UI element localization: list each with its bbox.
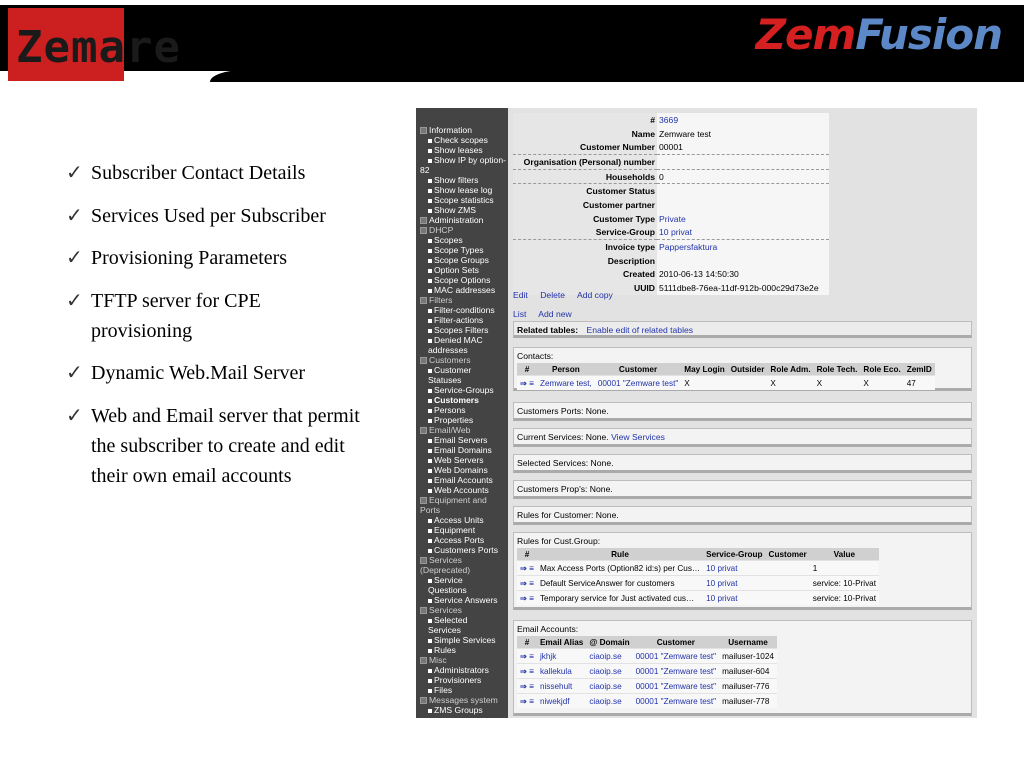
nav-services-deprecated[interactable]: Services xyxy=(420,555,508,565)
record-field-row xyxy=(513,226,829,240)
nav-zms-groups[interactable]: ZMS Groups xyxy=(420,705,508,715)
expand-icon xyxy=(420,607,427,614)
record-field-value[interactable]: 3669 xyxy=(657,113,829,127)
feature-text: Provisioning Parameters xyxy=(91,247,288,269)
nav-service-questions-cont[interactable]: Questions xyxy=(428,585,467,595)
nav-scope-types[interactable]: Scope Types xyxy=(420,245,508,255)
table-row[interactable] xyxy=(517,694,777,709)
add-new-link[interactable]: Add new xyxy=(538,309,572,319)
record-field-label: Name xyxy=(513,127,657,141)
nav-files[interactable]: Files xyxy=(420,685,508,695)
record-field-label: Customer Type xyxy=(513,212,657,226)
feature-text: TFTP server for CPE xyxy=(91,289,261,312)
record-field-label: Organisation (Personal) number xyxy=(513,155,657,170)
nav-scope-groups[interactable]: Scope Groups xyxy=(420,255,508,265)
email-alias[interactable]: nissehult xyxy=(537,679,586,694)
nav-service-groups[interactable]: Service-Groups xyxy=(420,385,508,395)
nav-web-domains[interactable]: Web Domains xyxy=(420,465,508,475)
customers-ports-text: Customers Ports: None. xyxy=(517,406,609,416)
rules-customer-text: Rules for Customer: None. xyxy=(517,510,619,520)
email-domain[interactable]: ciaoip.se xyxy=(586,664,632,679)
column-header[interactable]: Person xyxy=(537,363,595,376)
bullet-icon xyxy=(428,649,432,653)
rule-value: service: 10-Privat xyxy=(810,591,879,606)
rule-value: service: 10-Privat xyxy=(810,576,879,591)
customer-record-table xyxy=(513,113,829,295)
email-alias[interactable]: kallekula xyxy=(537,664,586,679)
list-actions xyxy=(513,309,582,319)
nav-show-filters[interactable]: Show filters xyxy=(420,175,508,185)
record-field-value: 00001 xyxy=(657,140,829,154)
column-header[interactable]: Service-Group xyxy=(703,548,765,561)
record-field-row xyxy=(513,140,829,154)
column-header[interactable]: Role Adm. xyxy=(767,363,813,376)
record-field-value[interactable]: Pappersfaktura xyxy=(657,240,829,254)
customers-ports-panel xyxy=(513,402,972,421)
feature-text: their own email accounts xyxy=(91,464,292,487)
zemfusion-logo xyxy=(756,10,1002,59)
bullet-icon xyxy=(428,549,432,553)
nav-misc[interactable]: Misc xyxy=(420,655,508,665)
column-header[interactable]: Role Tech. xyxy=(814,363,861,376)
row-actions xyxy=(517,679,537,694)
list-icon[interactable]: ≡ xyxy=(529,682,534,691)
arrow-right-icon[interactable]: ⇒ xyxy=(520,564,527,573)
column-header[interactable]: Username xyxy=(719,636,777,649)
bullet-icon xyxy=(428,399,432,403)
nav-show-ip-cont[interactable]: 82 xyxy=(420,165,430,175)
email-domain[interactable]: ciaoip.se xyxy=(586,679,632,694)
contact-may-login: X xyxy=(681,376,727,391)
nav-selected-services-cont[interactable]: Services xyxy=(428,625,461,635)
contact-role-eco: X xyxy=(860,376,903,391)
record-field-label: Customer Number xyxy=(513,140,657,154)
nav-customers-item[interactable]: Customers xyxy=(420,395,508,405)
zemare-logo: Zemare xyxy=(16,22,181,73)
contacts-title: Contacts: xyxy=(517,351,554,361)
nav-service-questions[interactable]: Service xyxy=(420,575,508,585)
bullet-icon xyxy=(428,539,432,543)
nav-provisioners[interactable]: Provisioners xyxy=(420,675,508,685)
expand-icon xyxy=(420,557,427,564)
nav-equipment-ports-cont[interactable]: Ports xyxy=(420,505,441,515)
row-actions xyxy=(517,664,537,679)
checkmark-icon: ✓ xyxy=(66,204,83,227)
bullet-icon xyxy=(428,179,432,183)
column-header[interactable]: Rule xyxy=(537,548,703,561)
bullet-icon xyxy=(428,319,432,323)
zemfusion-logo-zem: Zem xyxy=(755,10,856,59)
nav-denied-mac-cont[interactable]: addresses xyxy=(428,345,468,355)
nav-rules[interactable]: Rules xyxy=(420,645,508,655)
bullet-icon xyxy=(428,329,432,333)
column-header[interactable]: Customer xyxy=(595,363,681,376)
email-customer[interactable]: 00001 "Zemware test" xyxy=(633,694,719,709)
list-icon[interactable]: ≡ xyxy=(529,564,534,573)
bullet-icon xyxy=(428,279,432,283)
record-field-value[interactable]: Private xyxy=(657,212,829,226)
nav-customer-statuses-cont[interactable]: Statuses xyxy=(428,375,462,385)
email-domain[interactable]: ciaoip.se xyxy=(586,649,632,664)
nav-show-leases[interactable]: Show leases xyxy=(420,145,508,155)
row-actions xyxy=(517,376,537,391)
arrow-right-icon[interactable]: ⇒ xyxy=(520,379,527,388)
checkmark-icon: ✓ xyxy=(66,362,83,384)
table-row[interactable] xyxy=(517,376,935,391)
nav-equipment-ports[interactable]: Equipment and xyxy=(420,495,508,505)
selected-services-text: Selected Services: None. xyxy=(517,458,614,468)
expand-icon xyxy=(420,297,427,304)
record-field-row xyxy=(513,155,829,170)
list-icon[interactable]: ≡ xyxy=(529,697,534,706)
nav-access-ports[interactable]: Access Ports xyxy=(420,535,508,545)
table-row[interactable] xyxy=(517,649,777,664)
nav-persons[interactable]: Persons xyxy=(420,405,508,415)
feature-item xyxy=(60,401,405,491)
checkmark-icon: ✓ xyxy=(66,162,83,184)
column-header[interactable]: Value xyxy=(810,548,879,561)
bullet-icon xyxy=(428,419,432,423)
row-actions xyxy=(517,561,537,576)
expand-icon xyxy=(420,657,427,664)
feature-text: Dynamic Web.Mail Server xyxy=(91,362,306,384)
record-field-row xyxy=(513,127,829,141)
rule-customer xyxy=(766,576,810,591)
nav-email-accounts[interactable]: Email Accounts xyxy=(420,475,508,485)
nav-email-web[interactable]: Email/Web xyxy=(420,425,508,435)
expand-icon xyxy=(420,357,427,364)
record-field-value xyxy=(657,254,829,268)
expand-icon xyxy=(420,427,427,434)
nav-messages-system[interactable]: Messages system xyxy=(420,695,508,705)
customers-props-panel xyxy=(513,480,972,499)
contact-role-adm: X xyxy=(767,376,813,391)
nav-equipment[interactable]: Equipment xyxy=(420,525,508,535)
column-header[interactable]: # xyxy=(517,363,537,376)
column-header[interactable]: # xyxy=(517,548,537,561)
email-alias[interactable]: jkhjk xyxy=(537,649,586,664)
arrow-right-icon[interactable]: ⇒ xyxy=(520,682,527,691)
list-icon[interactable]: ≡ xyxy=(529,594,534,603)
bullet-icon xyxy=(428,409,432,413)
nav-customer-statuses[interactable]: Customer xyxy=(420,365,508,375)
feature-item xyxy=(60,243,405,273)
feature-text: provisioning xyxy=(91,319,193,342)
feature-text: Web and Email server that permit xyxy=(91,404,360,427)
view-services-link[interactable]: View Services xyxy=(611,432,665,442)
list-icon[interactable]: ≡ xyxy=(529,579,534,588)
nav-email-domains[interactable]: Email Domains xyxy=(420,445,508,455)
feature-text: Subscriber Contact Details xyxy=(91,162,306,184)
nav-administrators[interactable]: Administrators xyxy=(420,665,508,675)
record-field-row xyxy=(513,184,829,198)
bullet-icon xyxy=(428,259,432,263)
rule-service-group[interactable]: 10 privat xyxy=(703,561,765,576)
bullet-icon xyxy=(428,669,432,673)
bullet-icon xyxy=(428,339,432,343)
email-username: mailuser-778 xyxy=(719,694,777,709)
bullet-icon xyxy=(428,369,432,373)
bullet-icon xyxy=(428,139,432,143)
feature-list xyxy=(60,158,405,503)
contact-role-tech: X xyxy=(814,376,861,391)
contacts-panel xyxy=(513,347,972,391)
record-field-label: Invoice type xyxy=(513,240,657,254)
column-header[interactable]: @ Domain xyxy=(586,636,632,649)
bullet-icon xyxy=(428,269,432,273)
table-row[interactable] xyxy=(517,576,879,591)
record-field-label: Customer partner xyxy=(513,198,657,212)
nav-customers[interactable]: Customers xyxy=(420,355,508,365)
row-actions xyxy=(517,649,537,664)
record-field-value: 0 xyxy=(657,169,829,184)
record-field-value xyxy=(657,184,829,198)
nav-filter-conditions[interactable]: Filter-conditions xyxy=(420,305,508,315)
record-field-value xyxy=(657,198,829,212)
nav-mac-addresses[interactable]: MAC addresses xyxy=(420,285,508,295)
feature-item xyxy=(60,158,405,188)
email-customer[interactable]: 00001 "Zemware test" xyxy=(633,649,719,664)
bullet-icon xyxy=(428,249,432,253)
rules-group-panel xyxy=(513,532,972,610)
rule-name: Default ServiceAnswer for customers xyxy=(537,576,703,591)
bullet-icon xyxy=(428,149,432,153)
nav-web-servers[interactable]: Web Servers xyxy=(420,455,508,465)
row-actions xyxy=(517,694,537,709)
nav-administration[interactable]: Administration xyxy=(420,215,508,225)
nav-scope-options[interactable]: Scope Options xyxy=(420,275,508,285)
nav-scopes-filters[interactable]: Scopes Filters xyxy=(420,325,508,335)
bullet-icon xyxy=(428,209,432,213)
arrow-right-icon[interactable]: ⇒ xyxy=(520,652,527,661)
column-header[interactable]: Email Alias xyxy=(537,636,586,649)
nav-services[interactable]: Services xyxy=(420,605,508,615)
related-tables-label: Related tables: xyxy=(517,325,579,335)
record-field-label: UUID xyxy=(513,281,657,295)
list-icon[interactable]: ≡ xyxy=(529,652,534,661)
current-services-text: Current Services: None. xyxy=(517,432,609,442)
nav-show-lease-log[interactable]: Show lease log xyxy=(420,185,508,195)
bullet-icon xyxy=(428,679,432,683)
enable-edit-related-link[interactable]: Enable edit of related tables xyxy=(586,325,694,335)
nav-check-scopes[interactable]: Check scopes xyxy=(420,135,508,145)
bullet-icon xyxy=(428,689,432,693)
feature-text: the subscriber to create and edit xyxy=(91,434,345,457)
bullet-icon xyxy=(428,599,432,603)
bullet-icon xyxy=(428,639,432,643)
column-header[interactable]: Outsider xyxy=(728,363,768,376)
nav-show-ip[interactable]: Show IP by option- xyxy=(420,155,508,165)
bullet-icon xyxy=(428,289,432,293)
list-icon[interactable]: ≡ xyxy=(529,379,534,388)
rules-customer-panel xyxy=(513,506,972,525)
rule-name: Max Access Ports (Option82 id:s) per Cus… xyxy=(537,561,703,576)
record-field-value: 2010-06-13 14:50:30 xyxy=(657,268,829,282)
nav-information[interactable]: Information xyxy=(420,125,508,135)
email-alias[interactable]: niwekjdf xyxy=(537,694,586,709)
table-row[interactable] xyxy=(517,679,777,694)
email-username: mailuser-604 xyxy=(719,664,777,679)
record-field-label: Service-Group xyxy=(513,226,657,240)
column-header[interactable]: Role Eco. xyxy=(860,363,903,376)
table-row[interactable] xyxy=(517,664,777,679)
record-field-row xyxy=(513,113,829,127)
bullet-icon xyxy=(428,439,432,443)
expand-icon xyxy=(420,697,427,704)
nav-show-zms[interactable]: Show ZMS xyxy=(420,205,508,215)
nav-properties[interactable]: Properties xyxy=(420,415,508,425)
contact-outsider xyxy=(728,376,768,391)
email-customer[interactable]: 00001 "Zemware test" xyxy=(633,679,719,694)
column-header[interactable]: # xyxy=(517,636,537,649)
nav-option-sets[interactable]: Option Sets xyxy=(420,265,508,275)
email-domain[interactable]: ciaoip.se xyxy=(586,694,632,709)
feature-text: Services Used per Subscriber xyxy=(91,204,326,227)
record-actions xyxy=(513,290,623,300)
edit-link[interactable]: Edit xyxy=(513,290,528,300)
record-field-value[interactable]: 10 privat xyxy=(657,226,829,240)
record-field-row xyxy=(513,169,829,184)
nav-denied-mac[interactable]: Denied MAC xyxy=(420,335,508,345)
contact-zemid: 47 xyxy=(904,376,935,391)
selected-services-panel xyxy=(513,454,972,473)
bullet-icon xyxy=(428,489,432,493)
column-header[interactable]: ZemID xyxy=(904,363,935,376)
nav-scopes[interactable]: Scopes xyxy=(420,235,508,245)
arrow-right-icon[interactable]: ⇒ xyxy=(520,697,527,706)
record-field-row xyxy=(513,268,829,282)
record-field-value: Zemware test xyxy=(657,127,829,141)
bullet-icon xyxy=(428,189,432,193)
checkmark-icon: ✓ xyxy=(66,289,83,312)
feature-item xyxy=(60,286,405,346)
rule-name: Temporary service for Just activated cus… xyxy=(537,591,703,606)
email-accounts-panel xyxy=(513,620,972,716)
table-row[interactable] xyxy=(517,561,879,576)
contact-person[interactable]: Zemware test, xyxy=(537,376,595,391)
bullet-icon xyxy=(428,309,432,313)
expand-icon xyxy=(420,217,427,224)
arrow-right-icon[interactable]: ⇒ xyxy=(520,579,527,588)
customers-props-text: Customers Prop's: None. xyxy=(517,484,613,494)
email-username: mailuser-776 xyxy=(719,679,777,694)
header-swoosh xyxy=(210,70,1024,82)
record-content xyxy=(508,108,977,718)
table-row[interactable] xyxy=(517,591,879,606)
record-field-row xyxy=(513,240,829,254)
feature-item xyxy=(60,201,405,231)
bullet-icon xyxy=(428,709,432,713)
add-copy-link[interactable]: Add copy xyxy=(576,290,613,300)
arrow-right-icon[interactable]: ⇒ xyxy=(520,594,527,603)
row-actions xyxy=(517,576,537,591)
expand-icon xyxy=(420,227,427,234)
expand-icon xyxy=(420,127,427,134)
record-field-value: 5111dbe8-76ea-11df-912b-000c29d73e2e xyxy=(657,281,829,295)
record-field-label: Customer Status xyxy=(513,184,657,198)
bullet-icon xyxy=(428,529,432,533)
contact-customer[interactable]: 00001 "Zemware test" xyxy=(595,376,681,391)
rule-service-group[interactable]: 10 privat xyxy=(703,576,765,591)
nav-scope-statistics[interactable]: Scope statistics xyxy=(420,195,508,205)
record-field-row xyxy=(513,212,829,226)
nav-selected-services[interactable]: Selected xyxy=(420,615,508,625)
record-field-label: Households xyxy=(513,169,657,184)
bullet-icon xyxy=(428,389,432,393)
bullet-icon xyxy=(428,159,432,163)
expand-icon xyxy=(420,497,427,504)
column-header[interactable]: May Login xyxy=(681,363,727,376)
related-tables-bar xyxy=(513,321,972,338)
bullet-icon xyxy=(428,449,432,453)
rules-group-table xyxy=(517,548,879,605)
bullet-icon xyxy=(428,579,432,583)
email-customer[interactable]: 00001 "Zemware test" xyxy=(633,664,719,679)
email-username: mailuser-1024 xyxy=(719,649,777,664)
record-field-value xyxy=(657,155,829,170)
bullet-icon xyxy=(428,619,432,623)
list-icon[interactable]: ≡ xyxy=(529,667,534,676)
rule-customer xyxy=(766,591,810,606)
checkmark-icon: ✓ xyxy=(66,247,83,269)
row-actions xyxy=(517,591,537,606)
sidebar-nav xyxy=(416,108,508,718)
column-header[interactable]: Customer xyxy=(766,548,810,561)
list-link[interactable]: List xyxy=(513,309,527,319)
rule-value: 1 xyxy=(810,561,879,576)
rules-group-title: Rules for Cust.Group: xyxy=(517,536,601,546)
bullet-icon xyxy=(428,479,432,483)
feature-item xyxy=(60,358,405,388)
current-services-panel xyxy=(513,428,972,447)
email-accounts-table xyxy=(517,636,777,708)
record-field-row xyxy=(513,198,829,212)
record-field-row xyxy=(513,254,829,268)
nav-simple-services[interactable]: Simple Services xyxy=(420,635,508,645)
nav-email-servers[interactable]: Email Servers xyxy=(420,435,508,445)
nav-access-units[interactable]: Access Units xyxy=(420,515,508,525)
slide-header xyxy=(0,0,1024,82)
nav-web-accounts[interactable]: Web Accounts xyxy=(420,485,508,495)
bullet-icon xyxy=(428,239,432,243)
bullet-icon xyxy=(428,519,432,523)
zemfusion-logo-fusion: Fusion xyxy=(855,10,1002,59)
nav-service-answers[interactable]: Service Answers xyxy=(420,595,508,605)
email-accounts-title: Email Accounts: xyxy=(517,624,579,634)
bullet-icon xyxy=(428,469,432,473)
rule-service-group[interactable]: 10 privat xyxy=(703,591,765,606)
record-field-label: Created xyxy=(513,268,657,282)
nav-filter-actions[interactable]: Filter-actions xyxy=(420,315,508,325)
nav-customers-ports[interactable]: Customers Ports xyxy=(420,545,508,555)
nav-filters[interactable]: Filters xyxy=(420,295,508,305)
delete-link[interactable]: Delete xyxy=(540,290,566,300)
checkmark-icon: ✓ xyxy=(66,404,83,427)
nav-services-deprecated-cont[interactable]: (Deprecated) xyxy=(420,565,471,575)
arrow-right-icon[interactable]: ⇒ xyxy=(520,667,527,676)
column-header[interactable]: Customer xyxy=(633,636,719,649)
bullet-icon xyxy=(428,459,432,463)
app-screenshot xyxy=(416,108,977,718)
nav-dhcp[interactable]: DHCP xyxy=(420,225,508,235)
record-field-label: Description xyxy=(513,254,657,268)
contacts-table xyxy=(517,363,935,390)
rule-customer xyxy=(766,561,810,576)
record-field-label: # xyxy=(513,113,657,127)
bullet-icon xyxy=(428,199,432,203)
